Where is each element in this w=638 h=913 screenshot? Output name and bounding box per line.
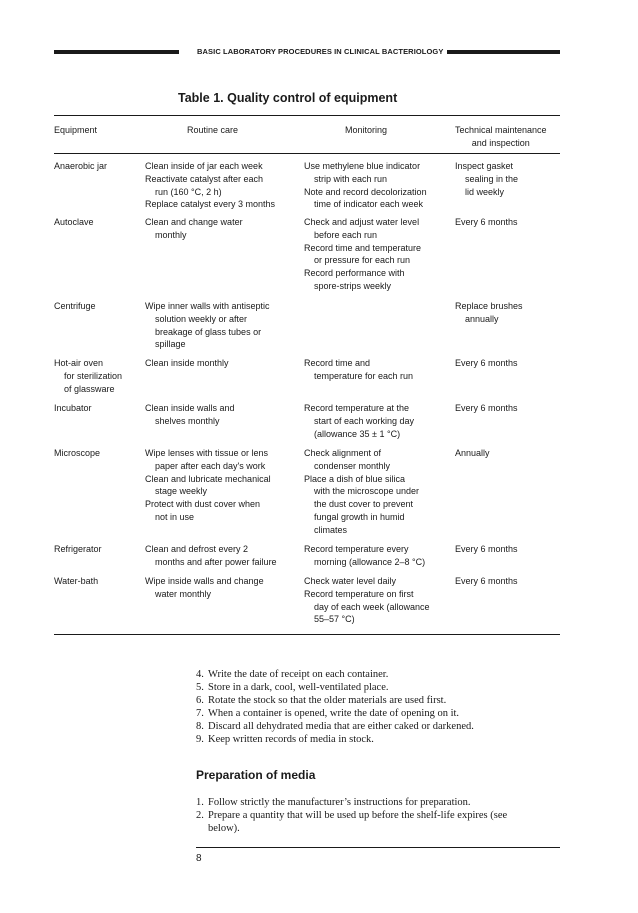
- cell-line: spore-strips weekly: [314, 280, 392, 291]
- section-title: Preparation of media: [196, 768, 316, 782]
- media-storage-list: [196, 668, 474, 746]
- cell-line: Autoclave: [54, 217, 94, 227]
- cell-line: Check and adjust water level: [304, 217, 420, 227]
- cell-line: of glassware: [64, 383, 115, 394]
- list-item: [196, 681, 474, 694]
- cell-line: Check alignment of: [304, 448, 382, 458]
- cell-line: stage weekly: [155, 486, 208, 497]
- cell-monitoring: [304, 357, 452, 383]
- cell-line: Wipe inside walls and change: [145, 576, 264, 586]
- cell-line: 55–57 °C): [314, 614, 355, 625]
- cell-maintenance: [455, 447, 563, 460]
- table-title: Table 1. Quality control of equipment: [178, 91, 398, 105]
- list-item-number: 7.: [196, 708, 204, 719]
- cell-line: run (160 °C, 2 h): [155, 186, 222, 197]
- cell-equipment: [54, 357, 142, 395]
- cell-line: Clean inside walls and: [145, 403, 235, 413]
- cell-line: the dust cover to prevent: [314, 499, 414, 510]
- cell-equipment: [54, 160, 142, 173]
- list-item-number: 6.: [196, 695, 204, 706]
- cell-monitoring: [304, 160, 452, 211]
- cell-line: Check water level daily: [304, 576, 397, 586]
- cell-line: lid weekly: [465, 186, 505, 197]
- cell-line: Every 6 months: [455, 576, 518, 586]
- cell-line: morning (allowance 2–8 °C): [314, 556, 426, 567]
- cell-maintenance: [455, 300, 563, 326]
- cell-monitoring: [304, 216, 452, 293]
- cell-maintenance: [455, 160, 563, 198]
- cell-line: Record temperature every: [304, 544, 409, 554]
- cell-line: sealing in the: [465, 173, 519, 184]
- cell-line: Reactivate catalyst after each: [145, 173, 264, 184]
- header-bar-left: [54, 50, 179, 54]
- cell-maintenance: [455, 575, 563, 588]
- cell-line: Clean and defrost every 2: [145, 544, 249, 554]
- cell-line: temperature for each run: [314, 370, 414, 381]
- cell-equipment: [54, 447, 142, 460]
- cell-line: Annually: [455, 448, 490, 458]
- cell-line: (allowance 35 ± 1 °C): [314, 428, 401, 439]
- cell-line: Refrigerator: [54, 544, 102, 554]
- cell-line: start of each working day: [314, 415, 415, 426]
- cell-line: climates: [314, 524, 348, 535]
- column-header-routine-care: Routine care: [187, 125, 239, 135]
- cell-monitoring: [304, 575, 452, 626]
- cell-line: Centrifuge: [54, 301, 96, 311]
- cell-line: Anaerobic jar: [54, 161, 108, 171]
- list-item-text: Write the date of receipt on each container.: [208, 669, 389, 680]
- cell-care: [145, 216, 300, 242]
- footer-rule: [196, 847, 560, 848]
- prep-item-line: [196, 796, 507, 809]
- list-item: [196, 668, 474, 681]
- cell-equipment: [54, 300, 142, 313]
- prep-item-text: below).: [208, 823, 240, 834]
- cell-line: Clean and lubricate mechanical: [145, 473, 271, 484]
- list-item-text: When a container is opened, write the date of opening on it.: [208, 708, 460, 719]
- list-item-number: 4.: [196, 669, 204, 680]
- cell-line: Clean inside monthly: [145, 358, 229, 368]
- cell-maintenance: [455, 402, 563, 415]
- cell-line: Inspect gasket: [455, 161, 514, 171]
- cell-line: solution weekly or after: [155, 313, 248, 324]
- cell-line: Replace brushes: [455, 301, 523, 311]
- list-item-number: 9.: [196, 734, 204, 745]
- list-item-text: Keep written records of media in stock.: [208, 734, 374, 745]
- cell-care: [145, 543, 300, 569]
- cell-care: [145, 300, 300, 351]
- header-bar-right: [447, 50, 560, 54]
- cell-monitoring: [304, 447, 452, 537]
- list-item-number: 8.: [196, 721, 204, 732]
- table-bottom-rule: [54, 634, 560, 635]
- cell-line: strip with each run: [314, 173, 388, 184]
- prep-item-text: Prepare a quantity that will be used up before the shelf-life expires (see: [208, 810, 508, 821]
- cell-line: time of indicator each week: [314, 199, 424, 210]
- list-item: [196, 694, 474, 707]
- cell-line: Record time and temperature: [304, 242, 422, 253]
- list-item: [196, 733, 474, 746]
- cell-line: Microscope: [54, 448, 101, 458]
- prep-item-line: [196, 809, 507, 822]
- cell-monitoring: [304, 543, 452, 569]
- cell-line: Place a dish of blue silica: [304, 473, 406, 484]
- cell-care: [145, 447, 300, 524]
- list-item-number: 5.: [196, 682, 204, 693]
- cell-line: breakage of glass tubes or: [155, 326, 262, 337]
- cell-line: paper after each day's work: [155, 460, 266, 471]
- cell-line: Use methylene blue indicator: [304, 161, 421, 171]
- cell-line: Incubator: [54, 403, 92, 413]
- cell-line: Wipe lenses with tissue or lens: [145, 448, 269, 458]
- cell-care: [145, 575, 300, 601]
- list-item: [196, 707, 474, 720]
- cell-line: fungal growth in humid: [314, 511, 405, 522]
- cell-line: Record temperature at the: [304, 403, 410, 413]
- column-header-maintenance-line2: and inspection: [471, 138, 530, 148]
- cell-line: Every 6 months: [455, 544, 518, 554]
- cell-line: Water-bath: [54, 576, 99, 586]
- cell-maintenance: [455, 216, 563, 229]
- column-header-monitoring: Monitoring: [345, 125, 388, 135]
- list-item: [196, 720, 474, 733]
- column-header-maintenance-line1: Technical maintenance: [455, 125, 547, 135]
- cell-care: [145, 160, 300, 211]
- prep-item-line: [196, 822, 507, 835]
- page-number: 8: [196, 853, 202, 864]
- cell-line: Record performance with: [304, 268, 405, 279]
- cell-line: before each run: [314, 229, 378, 240]
- cell-line: months and after power failure: [155, 556, 277, 567]
- cell-equipment: [54, 216, 142, 229]
- cell-line: Every 6 months: [455, 217, 518, 227]
- cell-line: for sterilization: [64, 370, 123, 381]
- column-header-equipment: Equipment: [54, 125, 98, 135]
- cell-line: Record temperature on first: [304, 588, 414, 599]
- cell-line: spillage: [155, 339, 186, 350]
- cell-line: not in use: [155, 511, 195, 522]
- cell-line: shelves monthly: [155, 415, 220, 426]
- cell-line: annually: [465, 313, 499, 324]
- prep-item-text: Follow strictly the manufacturer’s instructions for preparation.: [208, 797, 471, 808]
- cell-line: Hot-air oven: [54, 358, 104, 368]
- cell-line: Record time and: [304, 358, 371, 368]
- cell-maintenance: [455, 543, 563, 556]
- cell-line: Every 6 months: [455, 358, 518, 368]
- cell-line: Clean and change water: [145, 217, 243, 227]
- column-header-maintenance: [455, 124, 547, 150]
- list-item-text: Rotate the stock so that the older materials are used first.: [208, 695, 447, 706]
- cell-line: day of each week (allowance: [314, 601, 430, 612]
- cell-line: Replace catalyst every 3 months: [145, 199, 276, 210]
- running-header: [54, 46, 560, 60]
- table-header-rule: [54, 153, 560, 154]
- list-item-text: Discard all dehydrated media that are either caked or darkened.: [208, 721, 474, 732]
- cell-equipment: [54, 543, 142, 556]
- cell-line: condenser monthly: [314, 460, 391, 471]
- table-top-rule: [54, 115, 560, 116]
- preparation-list: [196, 796, 507, 835]
- prep-item-number: 1.: [196, 797, 204, 808]
- cell-line: Clean inside of jar each week: [145, 161, 263, 171]
- cell-line: or pressure for each run: [314, 255, 411, 266]
- cell-line: Note and record decolorization: [304, 186, 427, 197]
- running-title: BASIC LABORATORY PROCEDURES IN CLINICAL BACTERIOLOGY: [197, 47, 444, 56]
- cell-line: Protect with dust cover when: [145, 499, 261, 510]
- cell-line: Wipe inner walls with antiseptic: [145, 301, 270, 311]
- cell-equipment: [54, 575, 142, 588]
- cell-care: [145, 357, 300, 370]
- cell-monitoring: [304, 402, 452, 440]
- cell-equipment: [54, 402, 142, 415]
- cell-care: [145, 402, 300, 428]
- cell-maintenance: [455, 357, 563, 370]
- cell-line: with the microscope under: [314, 486, 420, 497]
- cell-line: water monthly: [155, 588, 212, 599]
- cell-line: Every 6 months: [455, 403, 518, 413]
- prep-item-number: 2.: [196, 810, 204, 821]
- cell-line: monthly: [155, 229, 187, 240]
- list-item-text: Store in a dark, cool, well-ventilated place.: [208, 682, 389, 693]
